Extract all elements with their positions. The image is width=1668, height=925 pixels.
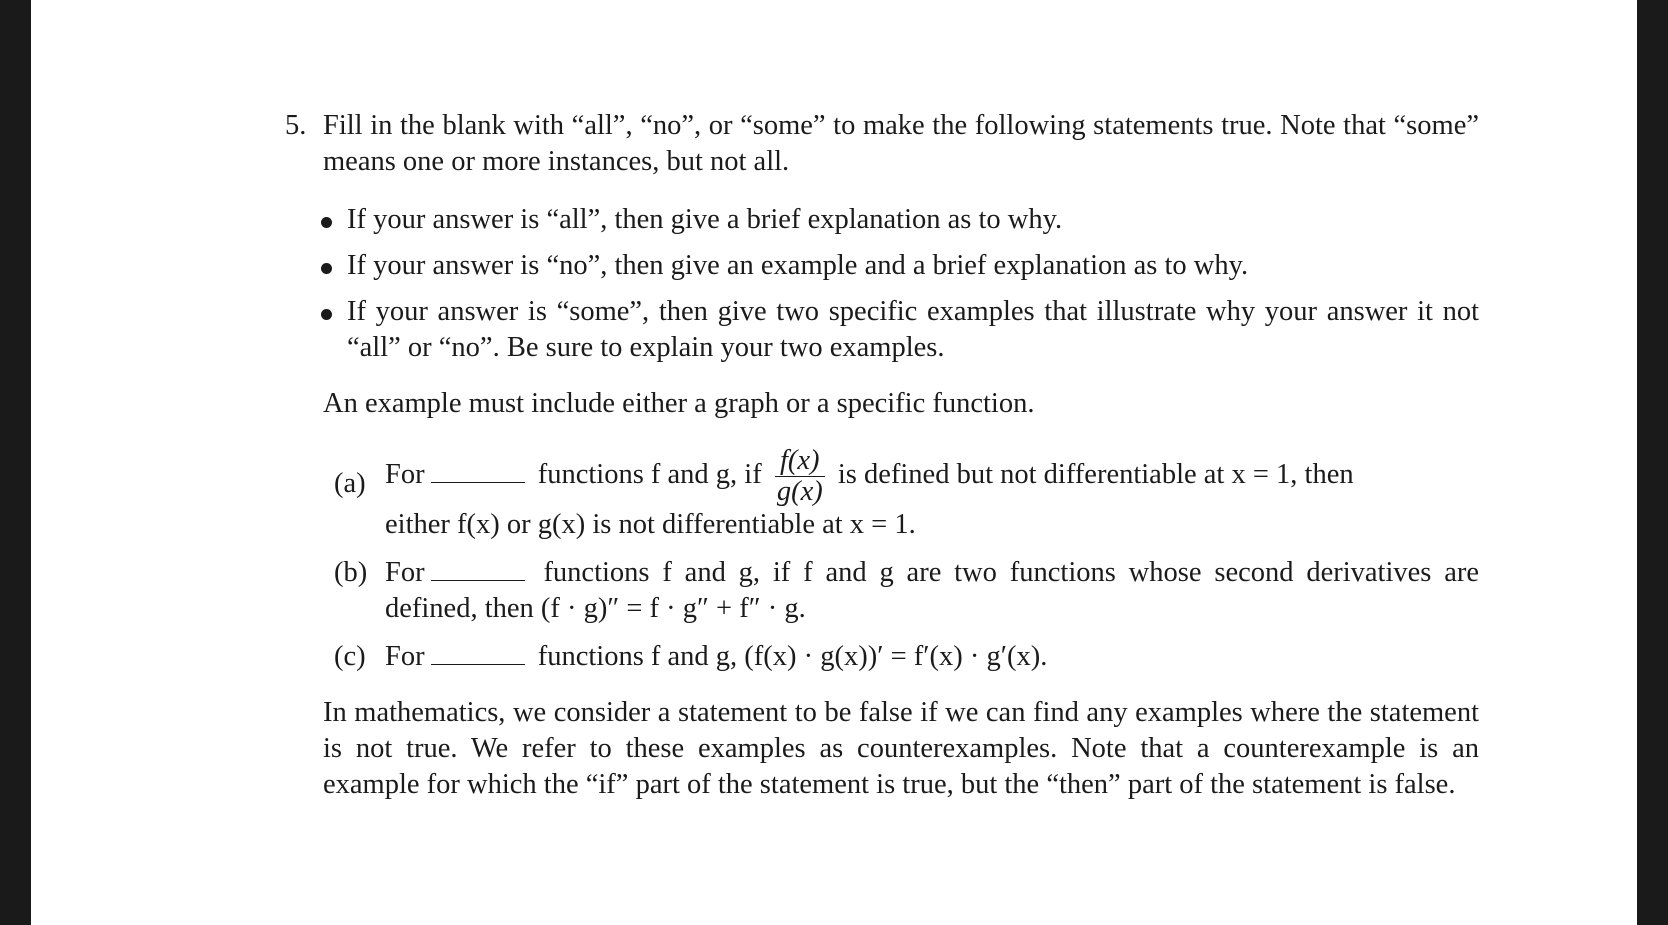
instruction-text: If your answer is “no”, then give an example and a brief explanation as to why. [347,250,1249,281]
part-b [334,555,1479,627]
instruction-some [347,294,1479,366]
example-note: An example must include either a graph or a specific function. [323,388,1035,419]
instruction-list [285,202,1479,366]
part-label: (c) [334,641,366,672]
answer-blank[interactable] [431,558,525,581]
instruction-text: If your answer is “some”, then give two specific examples that illustrate why your answer it not “all” or “no”. Be sure to explain your two examples. [347,296,1479,363]
fraction-numerator: f(x) [775,446,825,477]
answer-blank[interactable] [431,460,525,483]
part-text: either f(x) or g(x) is not differentiable at x = 1. [385,509,916,540]
instruction-text: If your answer is “all”, then give a brief explanation as to why. [347,204,1063,235]
part-label: (b) [334,557,368,588]
fraction [775,446,825,507]
part-a [334,445,1479,543]
fraction-denominator: g(x) [776,476,823,507]
document-page [31,0,1637,925]
problem-number: 5. [285,110,307,141]
instruction-no [347,248,1479,284]
instruction-all [347,202,1479,238]
part-pre: For [385,641,425,672]
part-label: (a) [334,468,366,499]
part-text: functions f and g, if f and g are two functions whose second derivatives are defined, then (f · g)″ = f · g″ + f″ · g. [385,557,1479,624]
bullet-icon [321,309,332,320]
bullet-icon [321,217,332,228]
bullet-icon [321,263,332,274]
part-text: functions f and g, if [537,459,762,491]
problem-intro [285,108,1479,180]
part-text: is defined but not differentiable at x = 1, then [837,459,1354,491]
problem-intro-text: Fill in the blank with “all”, “no”, or “some” to make the following statements true. Note that “some” means one or more instances, but not all. [323,110,1479,177]
problem-content [285,108,1479,803]
part-pre: For [385,557,425,588]
part-c [334,639,1479,675]
parts-list [285,446,1479,675]
part-pre: For [385,459,425,491]
part-text: functions f and g, (f(x) · g(x))′ = f′(x) · g′(x). [537,641,1048,672]
closing-paragraph: In mathematics, we consider a statement to be false if we can find any examples where the statement is not true. We refer to these examples as counterexamples. Note that a counterexample is an example for which the “if” part of the statement is true, but the “then” part of the statement is false. [323,697,1479,800]
answer-blank[interactable] [431,642,525,665]
